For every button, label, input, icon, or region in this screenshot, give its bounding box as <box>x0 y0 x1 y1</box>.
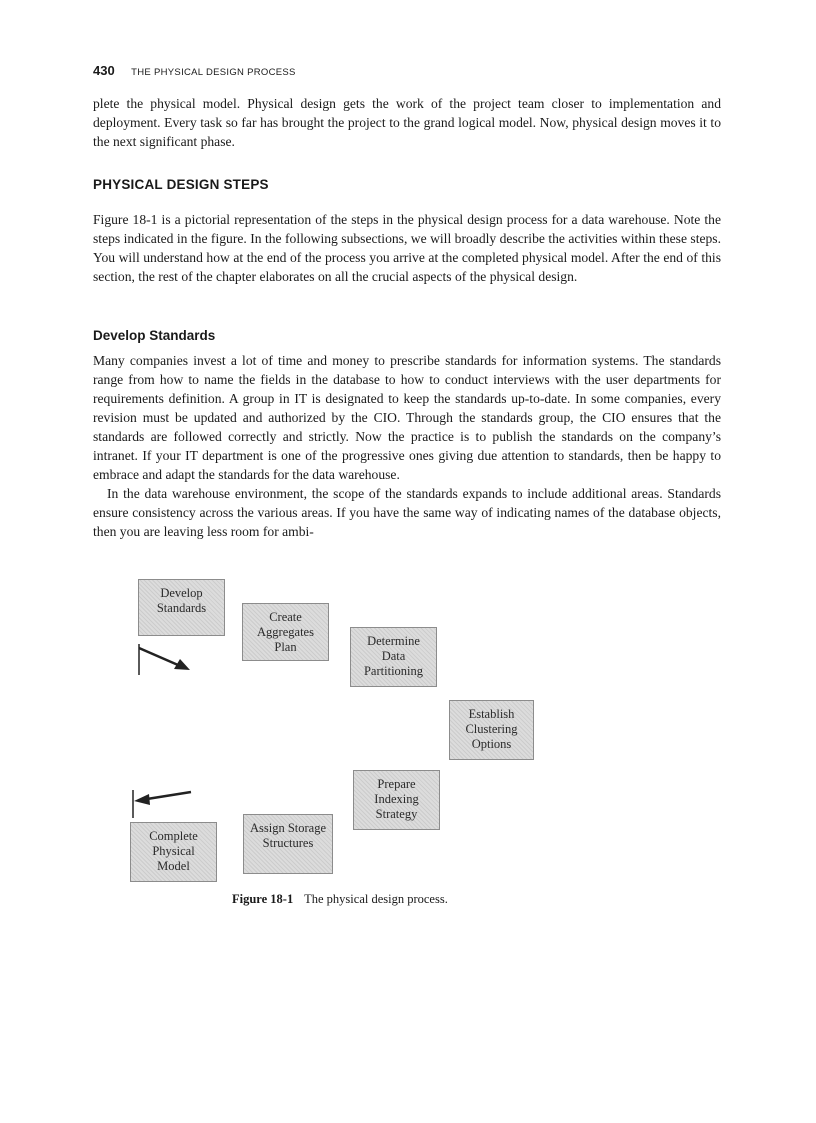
step-create-aggregates-plan: Create Aggregates Plan <box>242 603 329 661</box>
step-prepare-indexing-strategy: Prepare Indexing Strategy <box>353 770 440 830</box>
subsection-heading: Develop Standards <box>93 328 216 343</box>
caption-label: Figure 18-1 <box>232 892 294 906</box>
arrow-shaft-bottom <box>147 792 191 799</box>
physical-design-figure <box>0 560 816 920</box>
arrow-shaft-top <box>139 648 178 665</box>
section-paragraph: Figure 18-1 is a pictorial representation of the steps in the physical design process for a data warehouse. Note the steps indicated in the figure. In the following subsections, we will broadly describe the activities within these steps. You will understand how at the end of the process you arrive at the completed physical model. After the end of this section, the rest of the chapter elaborates on all the crucial aspects of the physical design. <box>93 212 721 284</box>
step-develop-standards: Develop Standards <box>138 579 225 636</box>
arrow-head-bottom <box>134 794 150 805</box>
step-complete-physical-model: Complete Physical Model <box>130 822 217 882</box>
running-head <box>93 62 296 80</box>
figure-caption <box>232 892 448 907</box>
subsection-paragraph-2: In the data warehouse environment, the scope of the standards expands to include additional areas. Standards ensure consistency across the various areas. If you have the same way of indicating names of the database objects, then you are leaving less room for ambi- <box>93 486 721 539</box>
figure-arrows <box>0 560 816 920</box>
page-number: 430 <box>93 63 115 78</box>
section-heading: PHYSICAL DESIGN STEPS <box>93 177 269 192</box>
running-title: THE PHYSICAL DESIGN PROCESS <box>131 67 296 78</box>
subsection-paragraph-1: Many companies invest a lot of time and money to prescribe standards for information systems. The standards range from how to name the fields in the database to how to conduct interviews with the user departments for requirements definition. A group in IT is designated to keep the standards up-to-date. In some companies, every revision must be updated and authorized by the CIO. Through the standards group, the CIO ensures that the standards are followed correctly and strictly. Now the practice is to publish the standards on the company’s intranet. If your IT department is one of the progressive ones giving due attention to standards, then be happy to embrace and adapt the standards for the data warehouse. <box>93 353 721 482</box>
intro-paragraph: plete the physical model. Physical design gets the work of the project team closer to implementation and deployment. Every task so far has brought the project to the grand logical model. Now, physical design moves it to the next significant phase. <box>93 96 721 149</box>
step-determine-data-partitioning: Determine Data Partitioning <box>350 627 437 687</box>
step-establish-clustering-options: Establish Clustering Options <box>449 700 534 760</box>
step-assign-storage-structures: Assign Storage Structures <box>243 814 333 874</box>
caption-text: The physical design process. <box>304 892 448 906</box>
